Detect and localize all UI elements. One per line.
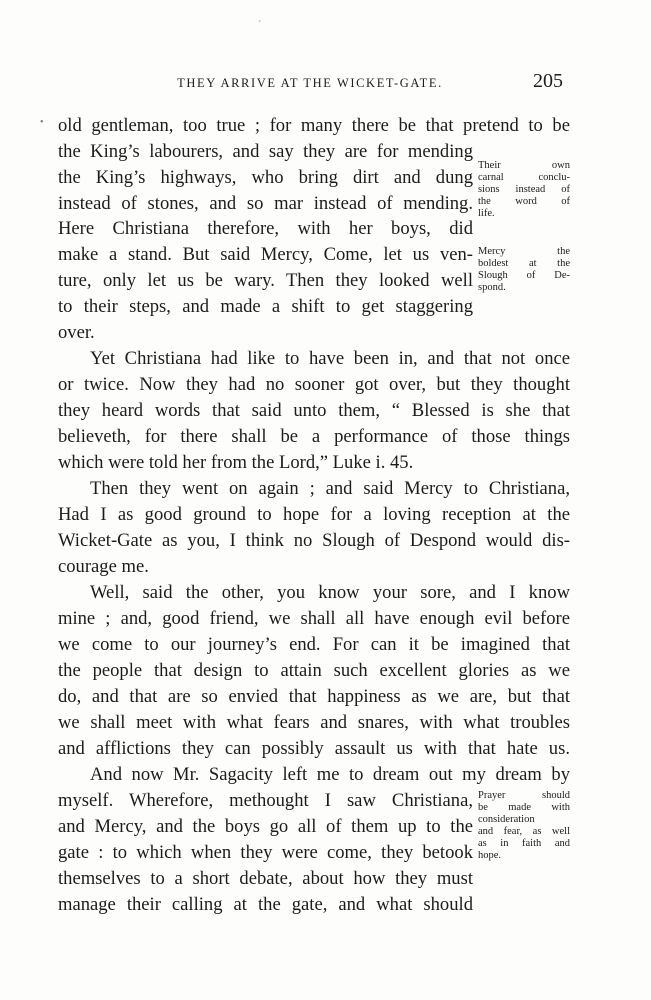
text-line: gate : to which when they were come, they betook (58, 842, 473, 863)
text-line: old gentleman, too true ; for many there be that pretend to be (58, 115, 570, 136)
margin-note-line: carnal conclu- (478, 172, 570, 183)
text-line: ture, only let us be wary. Then they looked well (58, 270, 473, 291)
text-line: mine ; and, good friend, we shall all have enough evil before (58, 608, 570, 629)
margin-note (478, 246, 570, 294)
text-line: or twice. Now they had no sooner got over, but they thought (58, 374, 570, 395)
margin-note (478, 160, 570, 220)
text-line: make a stand. But said Mercy, Come, let us ven- (58, 244, 473, 265)
margin-note-line: hope. (478, 850, 502, 861)
text-line: courage me. (58, 556, 149, 577)
text-line: instead of stones, and so mar instead of mending. (58, 193, 473, 214)
margin-note-line: and fear, as well (478, 826, 570, 837)
text-line: And now Mr. Sagacity left me to dream out my dream by (90, 764, 570, 785)
text-line: Here Christiana therefore, with her boys, did (58, 218, 473, 239)
text-line: Yet Christiana had like to have been in, and that not once (90, 348, 570, 369)
running-title: THEY ARRIVE AT THE WICKET-GATE. (177, 76, 443, 90)
text-line: which were told her from the Lord,” Luke i. 45. (58, 452, 414, 473)
text-line: manage their calling at the gate, and what should (58, 894, 473, 915)
margin-note-line: Slough of De- (478, 270, 570, 281)
stray-mark: • (40, 117, 44, 128)
margin-note-line: Their own (478, 160, 570, 171)
margin-note-line: boldest at the (478, 258, 570, 269)
text-line: and afflictions they can possibly assault us with that hate us. (58, 738, 570, 759)
margin-note (478, 790, 570, 862)
text-line: and Mercy, and the boys go all of them up to the (58, 816, 473, 837)
page-number: 205 (533, 70, 563, 92)
margin-note-line: the word of (478, 196, 570, 207)
text-line: the King’s highways, who bring dirt and dung (58, 167, 473, 188)
text-line: to their steps, and made a shift to get staggering (58, 296, 473, 317)
margin-note-line: spond. (478, 282, 506, 293)
text-line: the King’s labourers, and say they are for mending (58, 141, 473, 162)
stray-mark: ˊ (258, 20, 262, 31)
text-line: believeth, for there shall be a performance of those things (58, 426, 570, 447)
text-line: themselves to a short debate, about how they must (58, 868, 473, 889)
text-line: Well, said the other, you know your sore, and I know (90, 582, 570, 603)
text-line: myself. Wherefore, methought I saw Christiana, (58, 790, 473, 811)
text-line: we shall meet with what fears and snares, with what troubles (58, 712, 570, 733)
text-line: we come to our journey’s end. For can it be imagined that (58, 634, 570, 655)
margin-note-line: life. (478, 208, 495, 219)
text-line: over. (58, 322, 95, 343)
text-line: the people that design to attain such excellent glories as we (58, 660, 570, 681)
text-line: they heard words that said unto them, “ Blessed is she that (58, 400, 570, 421)
margin-note-line: as in faith and (478, 838, 570, 849)
margin-note-line: Mercy the (478, 246, 570, 257)
text-line: Had I as good ground to hope for a loving reception at the (58, 504, 570, 525)
margin-note-line: sions instead of (478, 184, 570, 195)
text-line: Then they went on again ; and said Mercy to Christiana, (90, 478, 570, 499)
margin-note-line: be made with (478, 802, 570, 813)
text-line: do, and that are so envied that happiness as we are, but that (58, 686, 570, 707)
margin-note-line: Prayer should (478, 790, 570, 801)
text-line: Wicket-Gate as you, I think no Slough of Despond would dis- (58, 530, 570, 551)
margin-note-line: consideration (478, 814, 535, 825)
